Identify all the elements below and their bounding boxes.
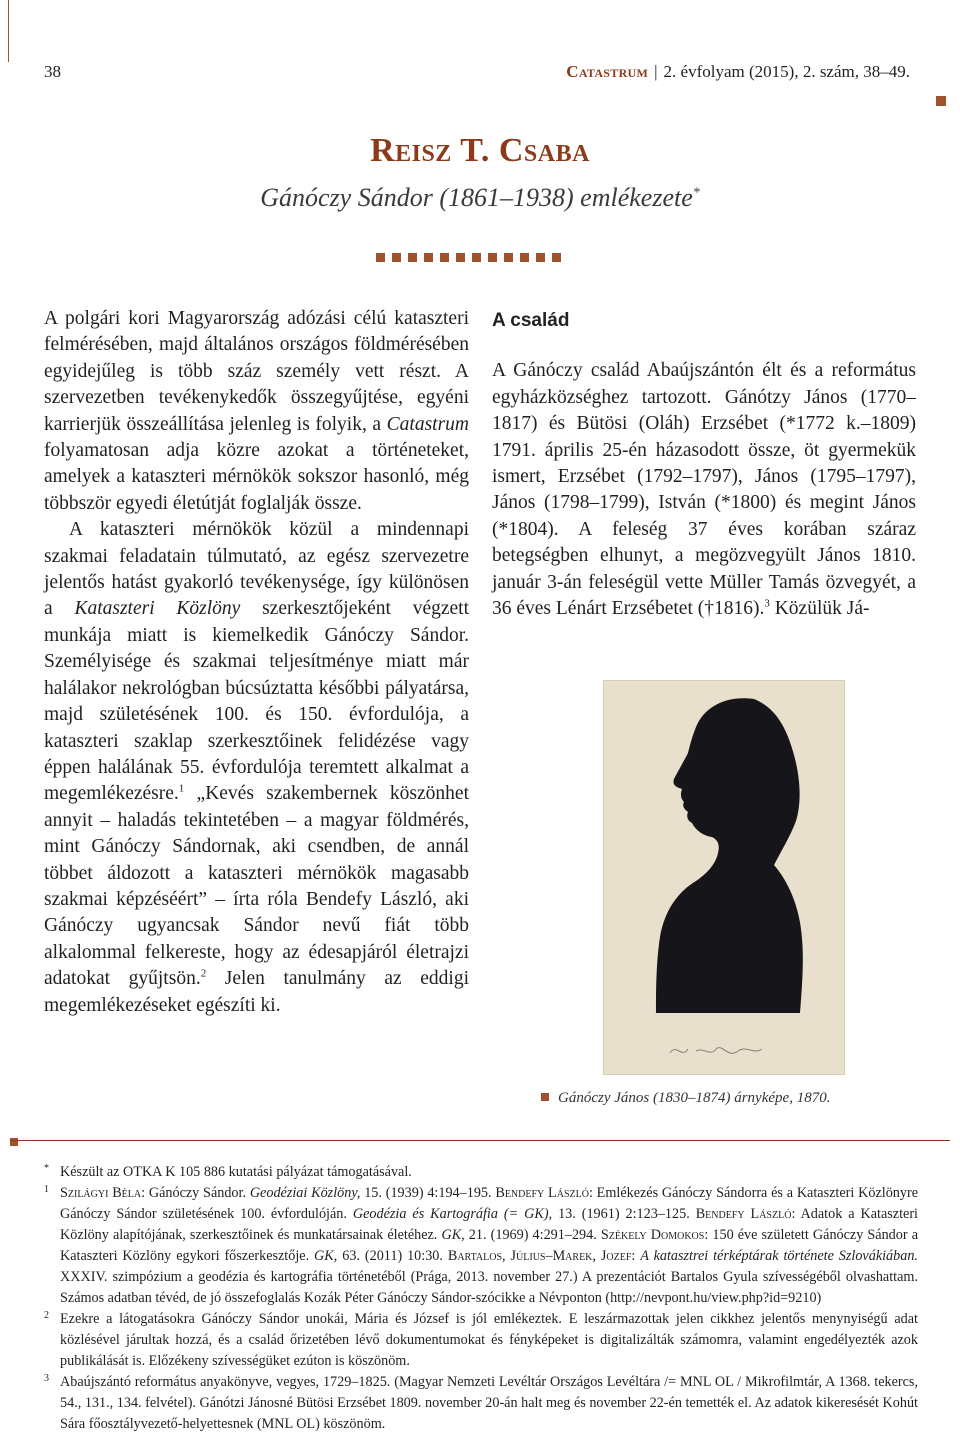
ornament-square (536, 253, 545, 262)
caption-bullet-icon (541, 1093, 549, 1101)
silhouette-image (603, 680, 845, 1075)
citation-author: Bendefy László (495, 1185, 589, 1201)
intro-text-tail: folyamatosan adja közre azokat a történeteket, amelyek a kataszteri mérnökök sokszor hasonló, még többször egyedi életútját foglalják össze. (44, 440, 469, 514)
right-text-column (492, 306, 916, 622)
header-separator: | (654, 62, 658, 81)
footnote-star (44, 1162, 918, 1183)
citation-text: : Adatok a Kataszteri Közlöny alapítójának, szerkesztőinek és munkatársainak életéhez. (60, 1206, 918, 1243)
footnote-2 (44, 1309, 918, 1372)
issue-info: 2. évfolyam (2015), 2. szám, 38–49. (663, 62, 910, 81)
page-number: 38 (44, 62, 61, 81)
footnotes (44, 1162, 918, 1435)
citation-journal: GK, (314, 1248, 338, 1264)
family-text: A Gánóczy család Abaújszántón élt és a református egyházközséghez tartozott. Gánótzy János (1770–1817) és Bütösi (Oláh) Erzsébet (*1772 k.–1809) 1791. április 25-én házasodott össze, öt gyermekük ismert, Erzsébet (1792–1797), János (1795–1797), János (1798–1799), István (*1800) és megint János (*1804). A feleség 37 éves korában száraz betegségben elhunyt, a megözvegyült János 1810. január 3-án feleségül vette Müller Tamás özvegyét, a 36 éves Lénárt Erzsébetet (†1816). (492, 360, 916, 620)
kozlony-reference: Kataszteri Közlöny (74, 598, 241, 620)
citation-text: : (631, 1248, 641, 1264)
article-title-footnote-mark: * (692, 185, 700, 201)
corner-mark-top-right (936, 96, 946, 106)
journal-citation (566, 62, 910, 82)
article-title (0, 183, 960, 213)
footnote-ref-3[interactable]: 3 (764, 597, 770, 610)
citation-author: Bartalos, Július–Marek, Jozef (447, 1248, 632, 1264)
ornament-square (552, 253, 561, 262)
ornament-square (456, 253, 465, 262)
second-text: A kataszteri mérnökök közül a mindennapi szakmai feladatain túlmutató, az egész szervezetre jelentős hatást gyakorló tevékenysége, így különösen a (44, 519, 469, 620)
footnote-3 (44, 1372, 918, 1435)
citation-text: 63. (2011) 10:30. (337, 1248, 448, 1264)
footnote-mark: 2 (44, 1310, 49, 1321)
ornament-square (392, 253, 401, 262)
citation-journal: Geodézia és Kartográfia (= GK), (352, 1206, 553, 1222)
citation-text: : Emlékezés Gánóczy Sándorra és a Kataszteri Közlönyre Gánóczy Sándor születésének 100. évfordulóján. (60, 1185, 918, 1222)
ornament-square (408, 253, 417, 262)
section-heading: A család (492, 310, 570, 331)
journal-name: Catastrum (566, 62, 649, 81)
citation-text: : 150 éve született Gánóczy Sándor a Kataszteri Közlöny egykori főszerkesztője. (60, 1227, 918, 1264)
title-ornament (376, 253, 561, 262)
journal-reference: Catastrum (386, 413, 469, 435)
citation-title: A katasztrei térképtárak története Szlovákiában. (640, 1248, 918, 1264)
ornament-square (376, 253, 385, 262)
footnote-mark: 1 (44, 1184, 49, 1195)
footnote-1 (44, 1183, 918, 1309)
silhouette-shape (656, 698, 803, 1013)
second-text-tail: szerkesztőjeként végzett munkája miatt is kiemelkedik Gánóczy Sándor. Személyisége és szakmai teljesítménye miatt már halálakor nekrológban búcsúztatta későbbi pályatársa, majd születésének 100. és 150. évfordulója, a kataszteri szaklap szerkesztőinek felidézése vagy éppen halálának 55. évfordulója teremtett alkalmat a megemlékezésre. (44, 598, 470, 805)
footnote-divider (10, 1140, 950, 1141)
citation-text: : Gánóczy Sándor. (141, 1185, 250, 1201)
footnote-ref-1[interactable]: 1 (178, 782, 185, 795)
second-text-end: Jelen tanulmány az eddigi megemlékezéseket egészíti ki. (44, 968, 469, 1016)
citation-text: 15. (1939) 4:194–195. (360, 1185, 496, 1201)
citation-author: Székely Domokos (600, 1227, 705, 1243)
left-text-column (44, 306, 469, 1019)
intro-paragraph (44, 306, 469, 517)
ornament-square (472, 253, 481, 262)
article-title-text: Gánóczy Sándor (1861–1938) emlékezete (260, 183, 693, 212)
family-text-tail: Közülük Já- (769, 598, 870, 620)
signature-scribble (670, 1048, 762, 1054)
citation-journal: GK, (441, 1227, 465, 1243)
footnote-mark: 3 (44, 1373, 49, 1384)
ornament-square (504, 253, 513, 262)
second-paragraph (44, 517, 469, 1019)
ornament-square (520, 253, 529, 262)
citation-journal: Geodéziai Közlöny, (249, 1185, 361, 1201)
corner-mark-top-left-vertical (8, 0, 9, 62)
footnote-ref-2[interactable]: 2 (200, 967, 207, 980)
ornament-square (424, 253, 433, 262)
family-paragraph (492, 358, 916, 622)
citation-text: 21. (1969) 4:291–294. (464, 1227, 601, 1243)
figure-caption-text: Gánóczy János (1830–1874) árnyképe, 1870. (558, 1090, 831, 1106)
footnote-text: Ezekre a látogatásokra Gánóczy Sándor unokái, Mária és József is jól emlékeztek. E leszármazottak jelen cikkhez jelentős menynyiségű adat közlésével járultak hozzá, és a család őrizetében lévő dokumentumokat és fényképeket is digitalizálták számomra, valamint engedélyezték azok publikálását is. Előzékeny szívességüket ezúton is köszönöm. (60, 1311, 918, 1369)
figure-caption (541, 1090, 830, 1107)
citation-author: Szilágyi Béla (60, 1185, 142, 1201)
footnote-text: Készült az OTKA K 105 886 kutatási pályázat támogatásával. (60, 1164, 412, 1180)
silhouette-portrait (604, 681, 844, 1074)
intro-text: A polgári kori Magyarország adózási célú kataszteri felmérésében, majd általános országos földmérésében egyidejűleg is több száz személy vett részt. A szervezetben tevékenykedők összegyűjtése, egyéni karrierjük összeállítása jelenleg is folyik, a (44, 308, 469, 435)
footnote-text: Abaújszántó református anyakönyve, vegyes, 1729–1825. (Magyar Nemzeti Levéltár Országos Levéltára /= MNL OL / Mikrofilmtár, A 1368. tekercs, 54., 131., 134. felvétel). Gánótzi Jánosné Bütösi Erzsébet 1809. november 20-án halt meg és november 22-én temették el. Az adatok kikeresését Kohút Sára főosztályvezető-helyettesnek (MNL OL) köszönöm. (60, 1374, 918, 1432)
citation-author: Bendefy László (695, 1206, 792, 1222)
article-author: Reisz T. Csaba (370, 132, 590, 169)
ornament-square (440, 253, 449, 262)
footnote-mark: * (44, 1163, 49, 1174)
bendefy-quote: „Kevés szakembernek köszönhet annyit – haladás tekintetében – a magyar földmérés, mint Gánóczy Sándornak, aki csendben, de annál többet áldozott a kataszteri mérnökök magasabb szakmai képzéséért” – írta róla Bendefy László, aki Gánóczy ugyancsak Sándor nevű fiát több alkalommal felkereste, hogy az édesapjáról életrajzi adatokat gyűjtsön. (44, 783, 469, 990)
ornament-square (488, 253, 497, 262)
citation-text: XXXIV. szimpózium a geodézia és kartográfia történetéből (Prága, 2013. november 27.) A prezentációt Bartalos Gyula szívességéből olvashattam. Számos adatban tévéd, de jó összefoglalás Kozák Péter Gánóczy Sándor-szócikke a Névponton (http://nevpont.hu/view.php?id=9210) (60, 1269, 918, 1306)
citation-text: 13. (1961) 2:123–125. (552, 1206, 696, 1222)
